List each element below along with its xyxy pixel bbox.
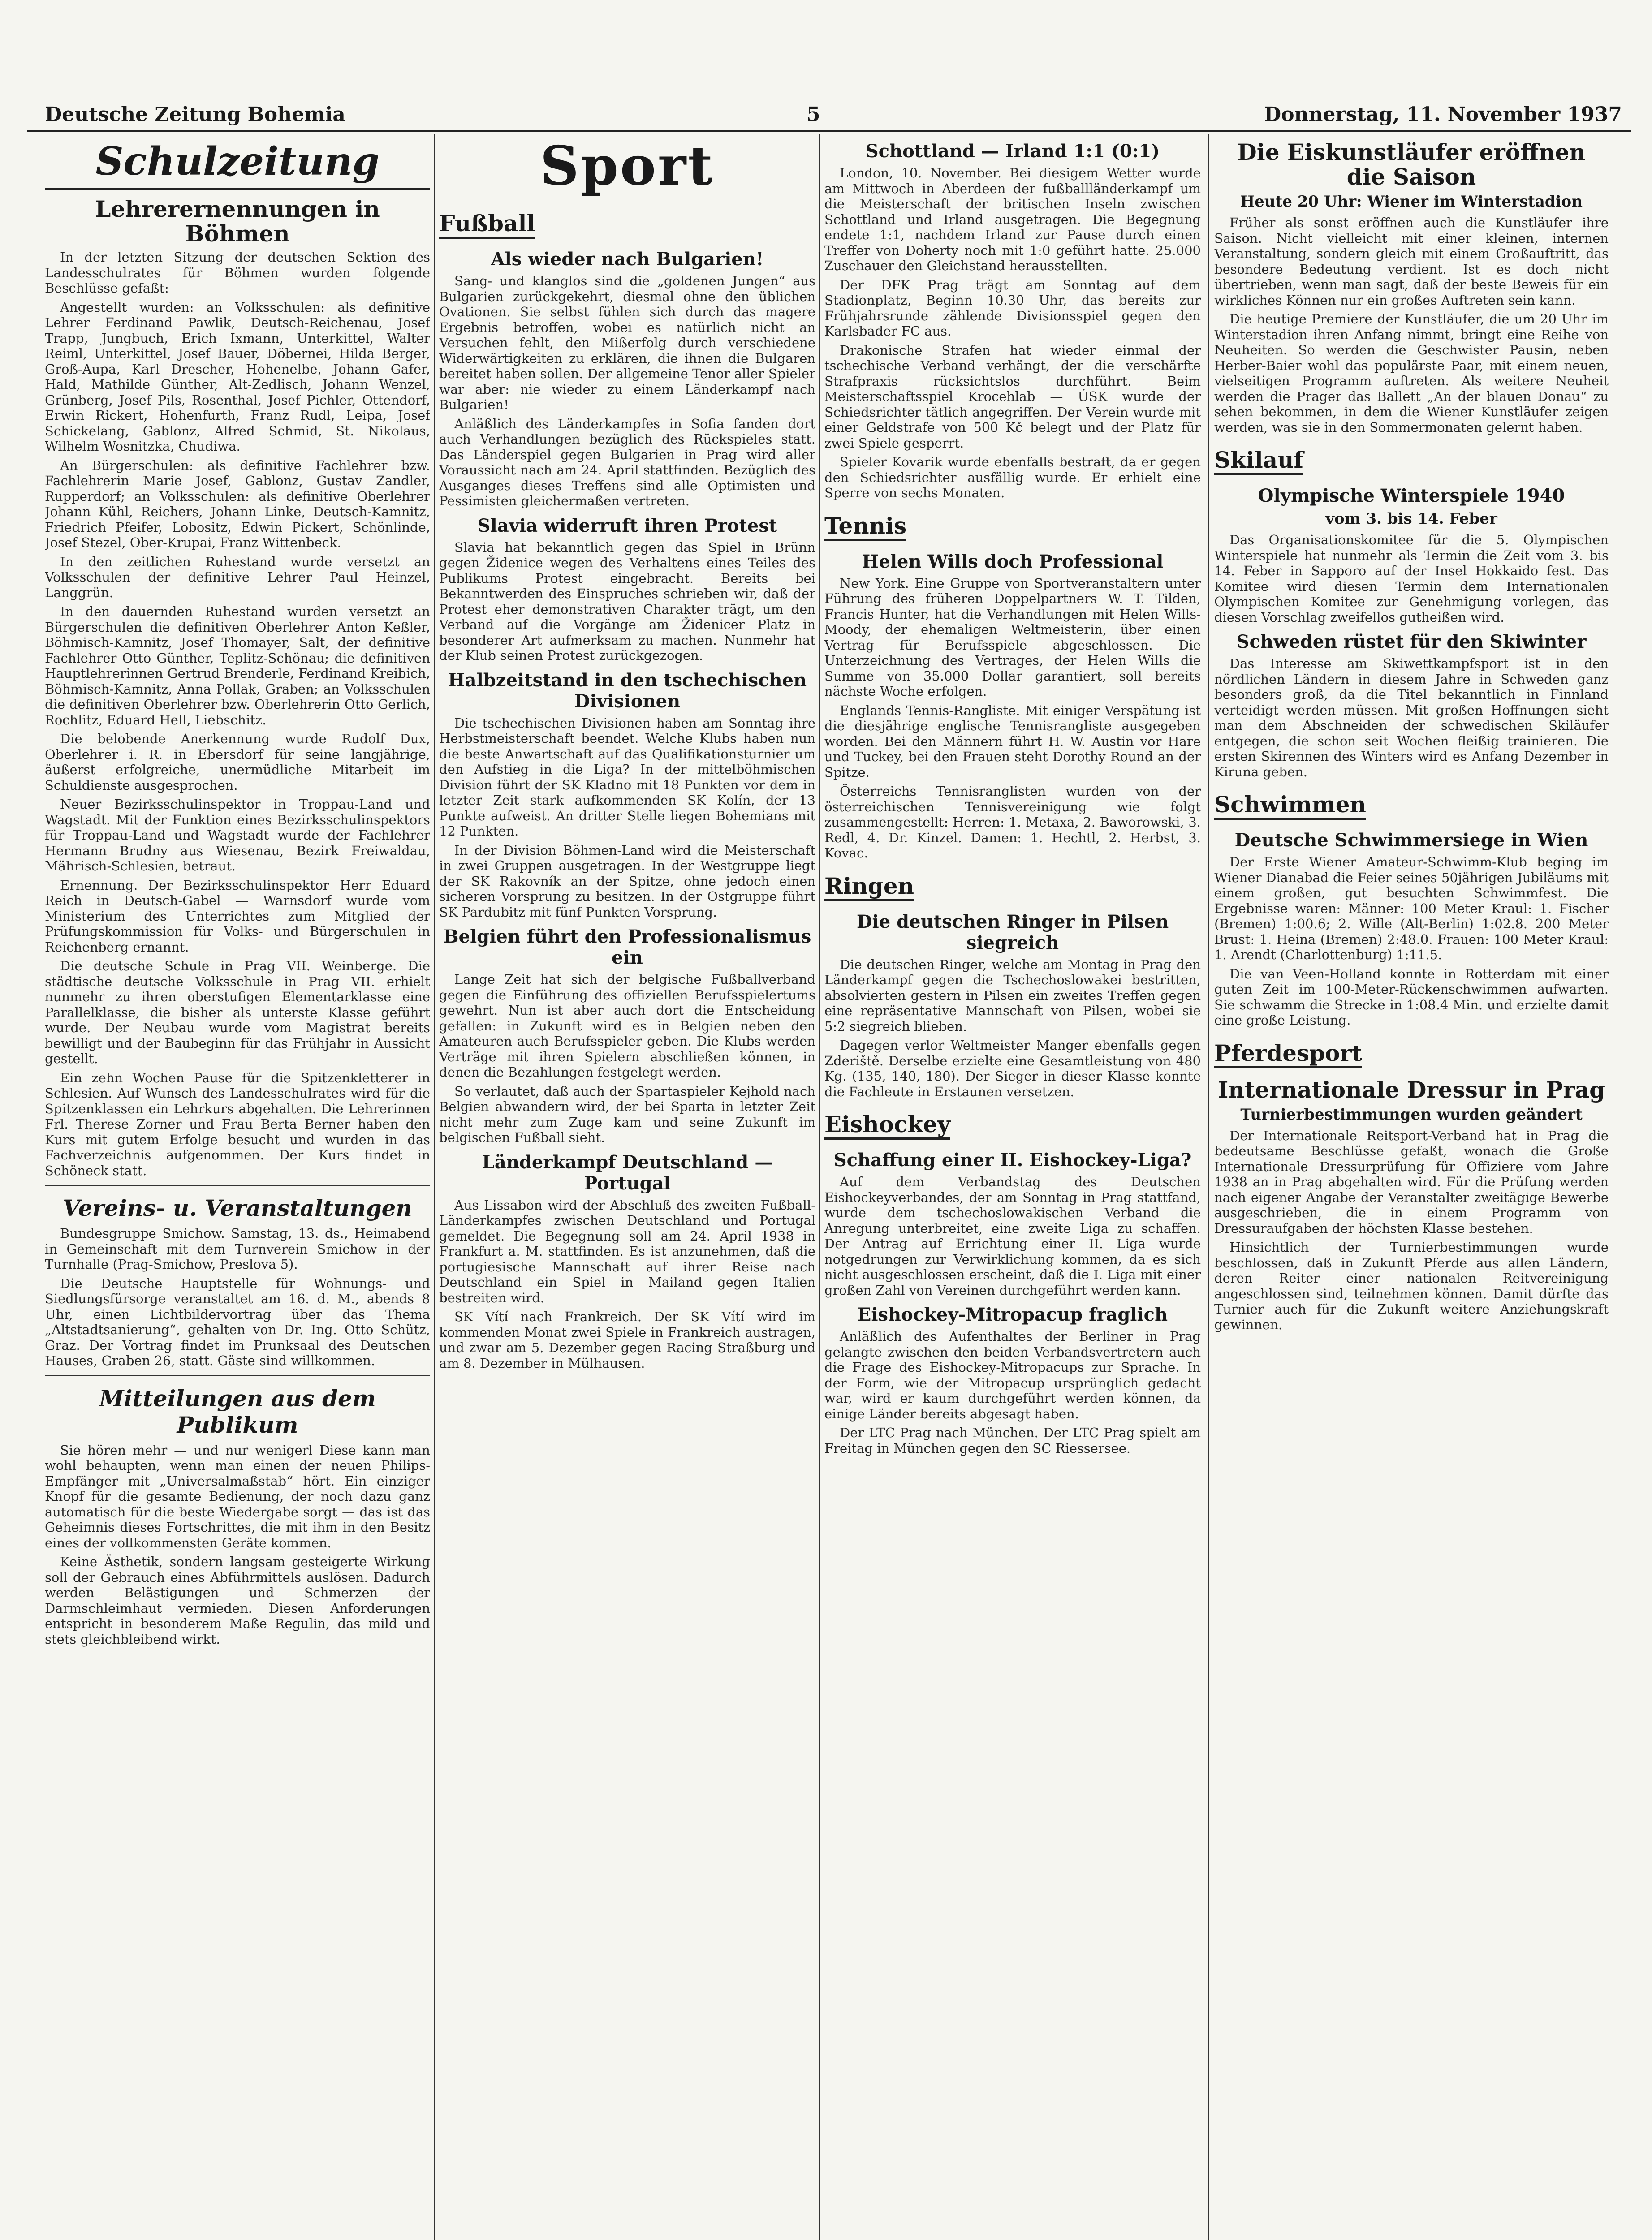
category-tag-schwimmen: Schwimmen [1214,791,1366,820]
article-paragraph: Englands Tennis-Rangliste. Mit einiger Verspätung ist die diesjährige englische Tennisrangliste ausgegeben worden. Bei den Männern führt H. W. Austin vor Hare und Tuckey, bei den Frauen steht Dorothy Round an der Spitze. [824,702,1201,780]
article-paragraph: Die deutsche Schule in Prag VII. Weinberge. Die städtische deutsche Volksschule in Prag VII. erhielt nunmehr zu ihren oberstufigen Elementarklasse eine Parallelklasse, die bisher als unterste Klasse geführt wurde. Der Neubau wurde vom Magistrat bereits bewilligt und der Baubeginn für das Frühjahr in Aussicht gestellt. [45,958,430,1066]
article-paragraph: Bundesgruppe Smichow. Samstag, 13. ds., Heimabend in Gemeinschaft mit dem Turnverein Smichow in der Turnhalle (Prag-Smichow, Preslova 5). [45,1226,430,1272]
section-headline-vereine: Vereins- u. Veranstaltungen [63,1195,412,1221]
article-paragraph: Anläßlich des Länderkampfes in Sofia fanden dort auch Verhandlungen bezüglich des Rückspieles statt. Das Länderspiel gegen Bulgarien in Prag wird aller Voraussicht nach am 24. April stattfinden. Bezüglich des Ausganges dieses Treffens sind alle Optimisten und Pessimisten gleichermaßen vertreten. [439,416,815,508]
category-tag-eishockey: Eishockey [824,1111,950,1140]
article-headline: Helen Wills doch Professional [862,551,1164,572]
category-tag-tennis: Tennis [824,513,906,541]
article-paragraph: Die tschechischen Divisionen haben am Sonntag ihre Herbstmeisterschaft beendet. Welche Klubs haben nun die beste Anwartschaft auf das Qualifikationsturnier um den Aufstieg in die Liga? In der mittelböhmischen Division führt der SK Kladno mit 18 Punkten vor dem in letzter Zeit stark aufkommenden SK Kolín, der 13 Punkte aufweist. An dritter Stelle liegen Bohemians mit 12 Punkten. [439,715,815,839]
article-paragraph: Die belobende Anerkennung wurde Rudolf Dux, Oberlehrer i. R. in Ebersdorf für seine langjährige, äußerst erfolgreiche, unermüdliche Mitarbeit im Schuldienste ausgesprochen. [45,731,430,793]
article-paragraph: Hinsichtlich der Turnierbestimmungen wurde beschlossen, daß in Zukunft Pferde aus allen Ländern, deren Reiter einer nationalen Reitvereinigung angeschlossen sind, teilnehmen können. Damit dürfte das Turnier auch für die Zukunft weitere Anziehungskraft gewinnen. [1214,1240,1609,1332]
category-tag-ringen: Ringen [824,873,914,901]
article-headline: Slavia widerruft ihren Protest [477,515,777,536]
article-paragraph: Ernennung. Der Bezirksschulinspektor Herr Eduard Reich in Deutsch-Gabel — Warnsdorf wurde vom Ministerium des Unterrichtes zum Mitglied der Prüfungskommission für Volks- und Bürgerschulen in Reichenberg ernannt. [45,877,430,955]
category-tag-fussball: Fußball [439,210,535,239]
article-subheadline: vom 3. bis 14. Feber [1325,510,1497,528]
article-paragraph: Österreichs Tennisranglisten wurden von der österreichischen Tennisvereinigung wie folgt zusammengestellt: Herren: 1. Metaxa, 2. Baworowski, 3. Redl, 4. Dr. Kinzel. Damen: 1. Hechtl, 2. Herbst, 3. Kovac. [824,784,1201,861]
section-title-schulzeitung: Schulzeitung [45,139,430,190]
column-rule [819,134,820,2240]
article-paragraph: Die heutige Premiere der Kunstläufer, die um 20 Uhr im Winterstadion ihren Anfang nimmt, bringt eine Reihe von Neuheiten. So werden die Geschwister Pausin, neben Herber-Baier wohl das populärste Paar, mit einem neuen, vielseitigen Programm auftreten. Als weitere Neuheit werden die Prager das Ballett „An der blauen Donau“ zu sehen bekommen, in dem die Wiener Kunstläufer zeigen werden, was sie in den Sommermonaten gelernt haben. [1214,311,1609,435]
article-paragraph: Auf dem Verbandstag des Deutschen Eishockeyverbandes, der am Sonntag in Prag stattfand, wurde dem tschechoslowakischen Verband die Anregung unterbreitet, eine zweite Liga zu schaffen. Der Antrag auf Errichtung einer II. Liga wurde notgedrungen zur Verwirklichung kommen, da es sich nicht ausgeschlossen erscheint, daß die I. Liga mit einer großen Zahl von Vereinen durchgeführt werden kann. [824,1174,1201,1298]
article-paragraph: Der LTC Prag nach München. Der LTC Prag spielt am Freitag in München gegen den SC Riessersee. [824,1425,1201,1456]
article-headline: Schweden rüstet für den Skiwinter [1236,631,1587,652]
article-headline: Halbzeitstand in den tschechischen Divisionen [448,669,807,712]
article-headline: Als wieder nach Bulgarien! [491,249,764,270]
section-divider [45,1185,430,1186]
article-paragraph: Früher als sonst eröffnen auch die Kunstläufer ihre Saison. Nicht vielleicht mit einer kleinen, internen Veranstaltung, sondern gleich mit einem Großauftritt, das besondere Bedeutung verdient. Ist es doch nicht übertrieben, wenn man sagt, daß der beste Beweis für ein wirkliches Können nur ein großes Auftreten sein kann. [1214,215,1609,308]
article-paragraph: Sang- und klanglos sind die „goldenen Jungen“ aus Bulgarien zurückgekehrt, diesmal ohne den üblichen Ovationen. Sie selbst fühlen sich durch das magere Ergebnis betroffen, wobei es natürlich nicht an Versuchen fehlt, den Mißerfolg durch verschiedene Widerwärtigkeiten zu erklären, die ihnen die Bulgaren bereitet haben sollen. Der allgemeine Tenor aller Spieler war aber: nie wieder zu einem Länderkampf nach Bulgarien! [439,273,815,412]
article-paragraph: Der Erste Wiener Amateur-Schwimm-Klub beging im Wiener Dianabad die Feier seines 50jährigen Jubiläums mit einem großen, gut besuchten Schwimmfest. Die Ergebnisse waren: Männer: 100 Meter Kraul: 1. Fischer (Bremen) 1:00.6; 2. Wille (Alt-Berlin) 1:02.8. 200 Meter Brust: 1. Heina (Bremen) 2:48.0. Frauen: 100 Meter Kraul: 1. Arendt (Charlottenburg) 1:11.5. [1214,854,1609,962]
article-paragraph: Ein zehn Wochen Pause für die Spitzenkletterer in Schlesien. Auf Wunsch des Landesschulrates wird für die Spitzenklassen ein Lehrkurs abgehalten. Die Lehrerinnen Frl. Therese Zorner und Frau Berta Berner haben den Kurs mit gutem Erfolge besucht und wurden in das Fachverzeichnis aufgenommen. Der Kurs findet in Schöneck statt. [45,1070,430,1178]
article-headline: Eishockey-Mitropacup fraglich [857,1304,1168,1325]
article-paragraph: Die van Veen-Holland konnte in Rotterdam mit einer guten Zeit im 100-Meter-Rückenschwimmen aufwarten. Sie schwamm die Strecke in 1:08.4 Min. und erzielte damit eine große Leistung. [1214,966,1609,1028]
column-schulzeitung [45,134,430,2240]
masthead-newspaper-name: Deutsche Zeitung Bohemia [45,103,345,126]
column-sport-misc [824,134,1201,2240]
article-paragraph: Dagegen verlor Weltmeister Manger ebenfalls gegen Zderiště. Derselbe erzielte eine Gesamtleistung von 480 Kg. (135, 140, 180). Der Sieger in dieser Klasse konnte die Fachleute in Erstaunen versetzen. [824,1038,1201,1099]
article-paragraph: In der Division Böhmen-Land wird die Meisterschaft in zwei Gruppen ausgetragen. In der Westgruppe liegt der SK Rakovník an der Spitze, ohne jedoch einen sicheren Vorsprung zu besitzen. In der Ostgruppe führt SK Pardubitz mit fünf Punkten Vorsprung. [439,842,815,920]
article-paragraph: Aus Lissabon wird der Abschluß des zweiten Fußball-Länderkampfes zwischen Deutschland und Portugal gemeldet. Die Begegnung soll am 24. April 1938 in Frankfurt a. M. stattfinden. Es ist anzunehmen, daß die portugiesische Mannschaft auf ihrer Reise nach Deutschland ein Spiel in Mailand gegen Italien bestreiten wird. [439,1197,815,1305]
article-paragraph: Spieler Kovarik wurde ebenfalls bestraft, da er gegen den Schiedsrichter ausfällig wurde. Er erhielt eine Sperre von sechs Monaten. [824,454,1201,500]
column-rule [1208,134,1209,2240]
article-paragraph: London, 10. November. Bei diesigem Wetter wurde am Mittwoch in Aberdeen der fußballländerkampf um die Meisterschaft der britischen Inseln zwischen Schottland und Irland ausgetragen. Die Begegnung endete 1:1, nachdem Irland zur Pause durch einen Treffer von Doherty noch mit 1:0 geführt hatte. 25.000 Zuschauer den Gleichstand herausstellten. [824,165,1201,273]
article-paragraph: In den dauernden Ruhestand wurden versetzt an Bürgerschulen die definitiven Oberlehrer Anton Keßler, Böhmisch-Kamnitz, Josef Thomayer, Salt, der definitive Fachlehrer Otto Günther, Teplitz-Schönau; die definitiven Hauptlehrerinnen Gertrud Brenderle, Ferdinand Kreibich, Böhmisch-Kamnitz, Anna Pollak, Graben; an Volksschulen die definitiven Oberlehrer bzw. Oberlehrerin Otto Gerlich, Rochlitz, Eduard Hell, Liebschitz. [45,604,430,728]
article-headline: Internationale Dressur in Prag [1217,1076,1605,1103]
article-paragraph: Angestellt wurden: an Volksschulen: als definitive Lehrer Ferdinand Pawlik, Deutsch-Reichenau, Josef Trapp, Jungbuch, Erich Ixmann, Unterkittel, Walter Reiml, Unterkittel, Josef Bauer, Döbernei, Hilda Berger, Groß-Aupa, Karl Drescher, Hohenelbe, Johann Gafer, Hald, Mathilde Günther, Alt-Zedlisch, Johann Wenzel, Grünberg, Josef Pils, Rosenthal, Josef Pichler, Ottendorf, Erwin Rickert, Hohenfurth, Franz Rudl, Leipa, Josef Schickelang, Gablonz, Alfred Schmid, St. Nikolaus, Wilhelm Wosnitzka, Chudiwa. [45,299,430,454]
article-headline: Länderkampf Deutschland — Portugal [482,1151,773,1194]
article-paragraph: SK Vítí nach Frankreich. Der SK Vítí wird im kommenden Monat zwei Spiele in Frankreich austragen, und zwar am 5. Dezember gegen Racing Straßburg und am 8. Dezember in Mülhausen. [439,1309,815,1371]
article-headline: Lehrerernennungen in Böhmen [95,196,380,247]
masthead [27,90,1631,132]
masthead-date: Donnerstag, 11. November 1937 [1264,103,1622,126]
article-paragraph: In den zeitlichen Ruhestand wurde versetzt an Volksschulen der definitive Lehrer Paul Heinzel, Langgrün. [45,554,430,600]
article-paragraph: Der Internationale Reitsport-Verband hat in Prag die bedeutsame Beschlüsse gefaßt, wonach die Große Internationale Dressurprüfung für Offiziere vom Jahre 1938 an in Prag abgehalten wird. Für die Prüfung werden nach eigener Angabe der Veranstalter zweitägige Bewerbe ausgeschrieben, die in einem Programm von Dressuraufgaben der höchsten Klasse bestehen. [1214,1128,1609,1236]
article-paragraph: Das Organisationskomitee für die 5. Olympischen Winterspiele hat nunmehr als Termin die Zeit vom 3. bis 14. Feber in Sapporo auf der Insel Hokkaido fest. Das Komitee wird diesen Termin dem Internationalen Olympischen Komitee zur Genehmigung vorlegen, das diesen Vorschlag zweifellos gutheißen wird. [1214,532,1609,625]
article-headline: Olympische Winterspiele 1940 [1258,485,1565,506]
article-paragraph: Slavia hat bekanntlich gegen das Spiel in Brünn gegen Židenice wegen des Verhaltens eines Teiles des Publikums Protest eingebracht. Bereits bei Bekanntwerden des Einspruches schrieben wir, daß der Protest eher demonstrativen Charakter trägt, um den Verband auf die Vorgänge am Židenicer Platz in besonderer Art aufmerksam zu machen. Nunmehr hat der Klub seinen Protest zurückgezogen. [439,539,815,663]
article-paragraph: Drakonische Strafen hat wieder einmal der tschechische Verband verhängt, der die verschärfte Strafpraxis rücksichtslos durchführt. Beim Meisterschaftsspiel Krocehlab — ÚSK wurde der Schiedsrichter tätlich angegriffen. Der Verein wurde mit einer Geldstrafe von 500 Kč belegt und der Platz für zwei Spiele gesperrt. [824,342,1201,451]
article-paragraph: Die Deutsche Hauptstelle für Wohnungs- und Siedlungsfürsorge veranstaltet am 16. d. M., abends 8 Uhr, einen Lichtbildervortrag über das Thema „Altstadtsanierung“, gehalten von Dr. Ing. Otto Schütz, Graz. Der Vortrag findet im Prunksaal des Deutschen Hauses, Graben 26, statt. Gäste sind willkommen. [45,1275,430,1368]
category-tag-pferdesport: Pferdesport [1214,1040,1362,1068]
category-tag-skilauf: Skilauf [1214,447,1303,475]
article-paragraph: Das Interesse am Skiwettkampfsport ist in den nördlichen Ländern in diesem Jahre in Schweden ganz besonders groß, da die Titel bekanntlich in Finnland verteidigt werden müssen. Mit großen Hoffnungen sieht man dem Abschneiden der schwedischen Skiläufer entgegen, die schon seit Wochen fleißig trainieren. Die ersten Skirennen des Winters wird es Anfang Dezember in Kiruna geben. [1214,656,1609,780]
article-paragraph: In der letzten Sitzung der deutschen Sektion des Landesschulrates für Böhmen wurden folgende Beschlüsse gefaßt: [45,250,430,296]
article-paragraph: Lange Zeit hat sich der belgische Fußballverband gegen die Einführung des offiziellen Berufsspielertums gewehrt. Nun ist aber auch dort die Entscheidung gefallen: in Zukunft wird es in Belgien neben den Amateuren auch Berufsspieler geben. Die Klubs werden Verträge mit ihren Spielern abschließen können, in denen die Bezahlungen festgelegt werden. [439,972,815,1080]
article-paragraph: Keine Ästhetik, sondern langsam gesteigerte Wirkung soll der Gebrauch eines Abführmittels auslösen. Dadurch werden Belästigungen und Schmerzen der Darmschleimhaut vermieden. Diesen Anforderungen entspricht in besonderem Maße Regulin, das mild und stets gleichbleibend wirkt. [45,1554,430,1647]
article-paragraph: Neuer Bezirksschulinspektor in Troppau-Land und Wagstadt. Mit der Funktion eines Bezirksschulinspektors für Troppau-Land und Wagstadt wurde der Fachlehrer Hermann Brudny aus Wiesenau, Bezirk Freiwaldau, Mährisch-Schlesien, betraut. [45,797,430,874]
article-headline: Schottland — Irland 1:1 (0:1) [865,141,1160,162]
section-title-sport: Sport [540,134,715,198]
article-paragraph: Der DFK Prag trägt am Sonntag auf dem Stadionplatz, Beginn 10.30 Uhr, das bereits zur Frühjahrsrunde zählende Divisionsspiel gegen den Karlsbader FC aus. [824,277,1201,339]
article-headline: Die Eiskunstläufer eröffnen die Saison [1237,139,1586,190]
article-subheadline: Turnierbestimmungen wurden geändert [1240,1105,1583,1124]
article-headline: Deutsche Schwimmersiege in Wien [1234,830,1588,851]
column-sport-winter [1214,134,1609,2240]
article-headline: Belgien führt den Professionalismus ein [443,926,811,968]
article-subheadline: Heute 20 Uhr: Wiener im Winterstadion [1240,193,1583,211]
column-rule [434,134,435,2240]
column-sport-fussball [439,134,815,2240]
article-paragraph: So verlautet, daß auch der Spartaspieler Kejhold nach Belgien abwandern wird, der bei Sparta in letzter Zeit nicht mehr zum Zuge kam und seine Zukunft im belgischen Fußball sieht. [439,1083,815,1145]
article-paragraph: Sie hören mehr — und nur wenigerl Diese kann man wohl behaupten, wenn man einen der neuen Philips-Empfänger mit „Universalmaßstab“ hört. Ein einziger Knopf für die gesamte Bedienung, der noch dazu ganz automatisch für die beste Wiedergabe sorgt — das ist das Geheimnis dieses Fortschrittes, die mit ihm in den Besitz eines der vollkommensten Geräte kommen. [45,1442,430,1551]
article-headline: Schaffung einer II. Eishockey-Liga? [833,1150,1192,1171]
masthead-page-number: 5 [807,103,820,126]
article-headline: Die deutschen Ringer in Pilsen siegreich [856,911,1169,953]
article-paragraph: Die deutschen Ringer, welche am Montag in Prag den Länderkampf gegen die Tschechoslowakei bestritten, absolvierten gestern in Pilsen ein zweites Treffen gegen eine repräsentative Mannschaft von Pilsen, wobei sie 5:2 siegreich blieben. [824,956,1201,1034]
article-paragraph: Anläßlich des Aufenthaltes der Berliner in Prag gelangte zwischen den beiden Verbandsvertretern auch die Frage des Eishockey-Mitropacups zur Sprache. In der Form, wie der Mitropacup ursprünglich gedacht war, wird er kaum durchgeführt werden können, da einige Länder bereits abgesagt haben. [824,1329,1201,1422]
section-headline-publikum: Mitteilungen aus dem Publikum [99,1385,376,1438]
article-paragraph: An Bürgerschulen: als definitive Fachlehrer bzw. Fachlehrerin Marie Josef, Gablonz, Gustav Zandler, Rupperdorf; an Volksschulen: als definitive Oberlehrer Johann Kühl, Reichers, Johann Linke, Deutsch-Kamnitz, Friedrich Pfeifer, Lobositz, Edwin Pickert, Schönlinde, Josef Stezel, Ober-Krupai, Franz Wittenbeck. [45,457,430,550]
section-divider [45,1375,430,1376]
article-paragraph: New York. Eine Gruppe von Sportveranstaltern unter Führung des früheren Doppelpartners W. T. Tilden, Francis Hunter, hat die Verhandlungen mit Helen Wills-Moody, der ehemaligen Weltmeisterin, über einen Vertrag für Berufsspiele abgeschlossen. Die Unterzeichnung des Vertrages, der Helen Wills die Summe von 35.000 Dollar garantiert, soll bereits nächste Woche erfolgen. [824,575,1201,699]
